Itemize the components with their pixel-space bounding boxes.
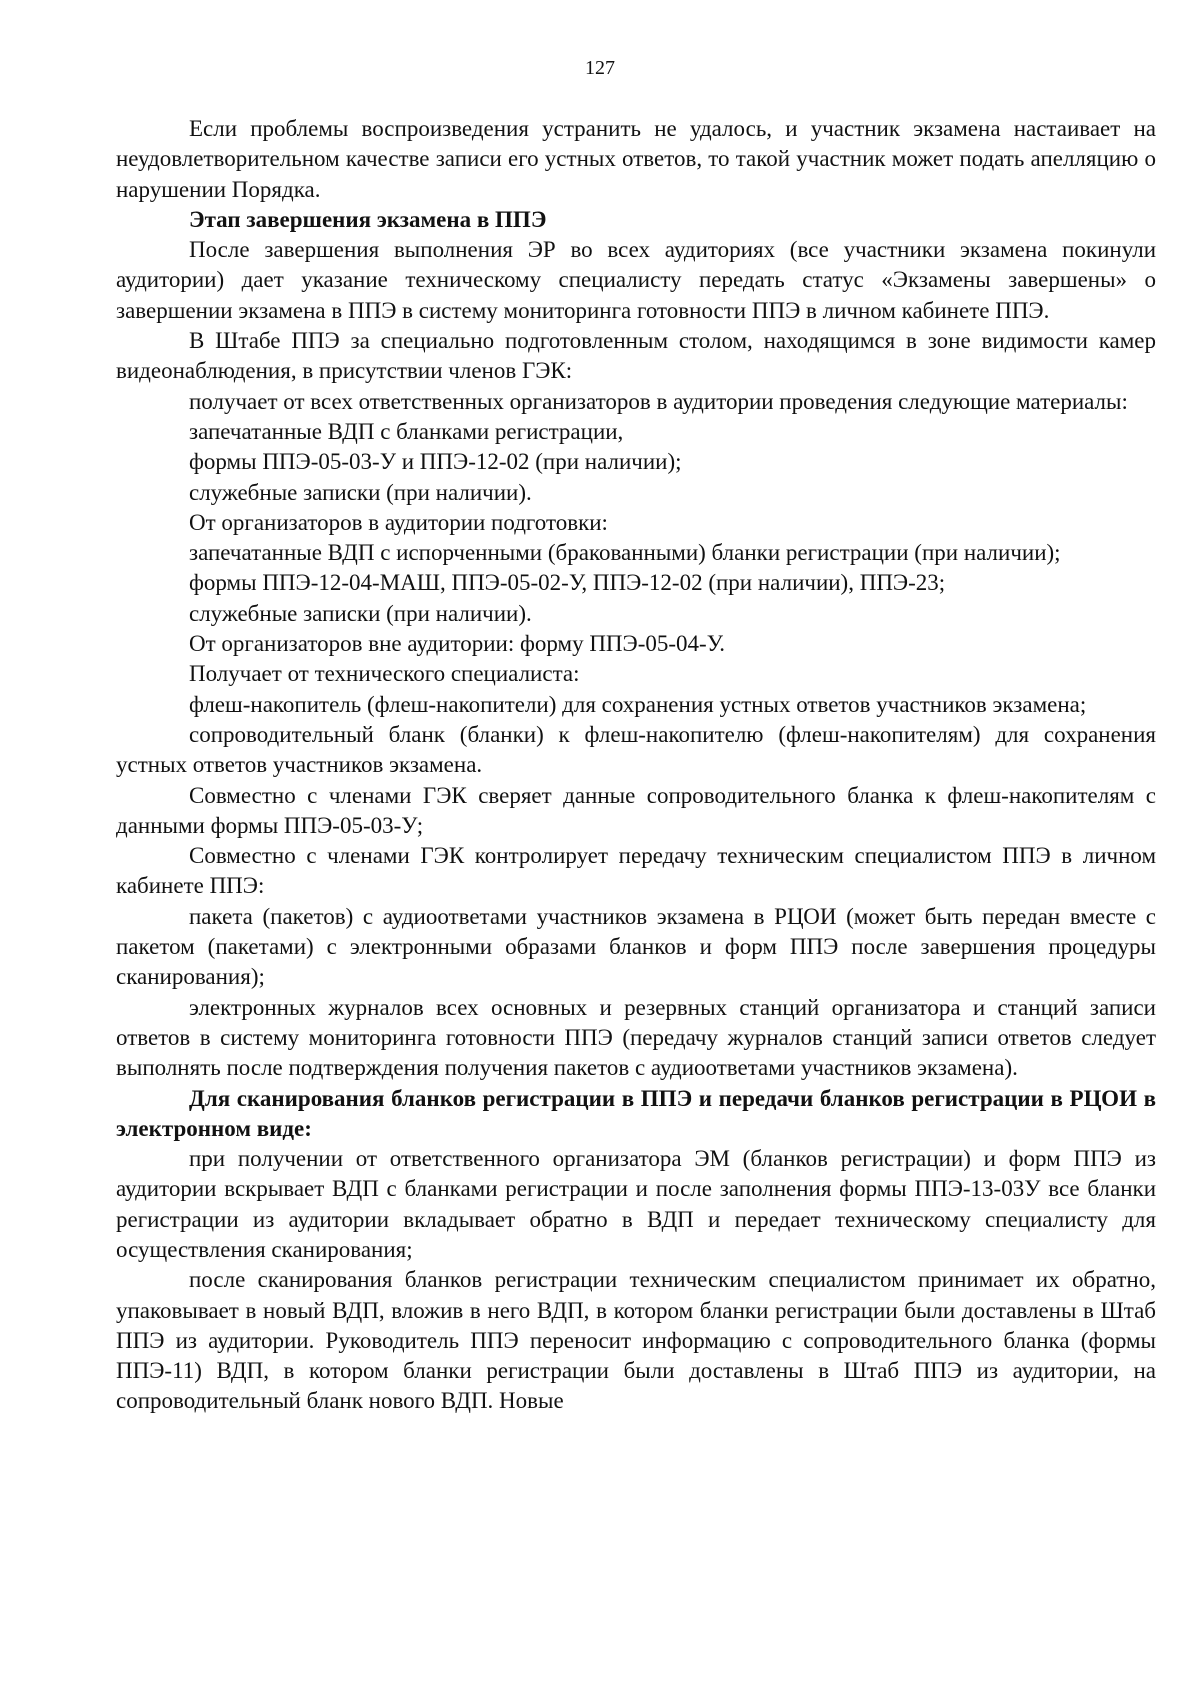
- paragraph: Если проблемы воспроизведения устранить не удалось, и участник экзамена настаивает на неудовлетворительном качестве записи его устных ответов, то такой участник может подать апелляцию о нарушении Порядка.: [116, 116, 1156, 202]
- paragraph: после сканирования бланков регистрации техническим специалистом принимает их обратно, упаковывает в новый ВДП, вложив в него ВДП, в котором бланки регистрации были доставлены в Штаб ППЭ из аудитории. Руководитель ППЭ переносит информацию с сопроводительного бланка (формы ППЭ-11) ВДП, в котором бланки регистрации были доставлены в Штаб ППЭ из аудитории, на сопроводительный бланк нового ВДП. Новые: [116, 1267, 1156, 1414]
- section-heading: Для сканирования бланков регистрации в ППЭ и передачи бланков регистрации в РЦОИ в электронном виде:: [116, 1085, 1156, 1141]
- paragraph: запечатанные ВДП с бланками регистрации,: [189, 418, 624, 444]
- paragraph: Совместно с членами ГЭК сверяет данные сопроводительного бланка к флеш-накопителям с данными формы ППЭ-05-03-У;: [116, 782, 1156, 838]
- document-body: [116, 114, 1156, 1417]
- paragraph: формы ППЭ-05-03-У и ППЭ-12-02 (при наличии);: [189, 449, 682, 475]
- paragraph: при получении от ответственного организатора ЭМ (бланков регистрации) и форм ППЭ из аудитории вскрывает ВДП с бланками регистрации и после заполнения формы ППЭ-13-03У все бланки регистрации из аудитории вкладывает обратно в ВДП и передает техническому специалисту для осуществления сканирования;: [116, 1146, 1156, 1262]
- paragraph: пакета (пакетов) с аудиоответами участников экзамена в РЦОИ (может быть передан вместе с пакетом (пакетами) с электронными образами бланков и форм ППЭ после завершения процедуры сканирования);: [116, 903, 1156, 990]
- paragraph: Совместно с членами ГЭК контролирует передачу техническим специалистом ППЭ в личном кабинете ППЭ:: [116, 843, 1156, 899]
- paragraph: От организаторов вне аудитории: форму ППЭ-05-04-У.: [189, 631, 725, 657]
- paragraph: служебные записки (при наличии).: [189, 479, 532, 505]
- paragraph: В Штабе ППЭ за специально подготовленным столом, находящимся в зоне видимости камер видеонаблюдения, в присутствии членов ГЭК:: [116, 328, 1156, 384]
- paragraph: От организаторов в аудитории подготовки:: [189, 509, 608, 535]
- paragraph: флеш-накопитель (флеш-накопители) для сохранения устных ответов участников экзамена;: [189, 691, 1087, 717]
- paragraph: формы ППЭ-12-04-МАШ, ППЭ-05-02-У, ППЭ-12-02 (при наличии), ППЭ-23;: [189, 570, 946, 596]
- paragraph: Получает от технического специалиста:: [189, 661, 580, 687]
- page-number: 127: [585, 57, 615, 79]
- paragraph: служебные записки (при наличии).: [189, 600, 532, 626]
- paragraph: электронных журналов всех основных и резервных станций организатора и станций записи ответов в систему мониторинга готовности ППЭ (передачу журналов станций записи ответов следует выполнять после подтверждения получения пакетов с аудиоответами участников экзамена).: [116, 994, 1156, 1081]
- paragraph: сопроводительный бланк (бланки) к флеш-накопителю (флеш-накопителям) для сохранения устных ответов участников экзамена.: [116, 721, 1156, 778]
- paragraph: запечатанные ВДП с испорченными (бракованными) бланки регистрации (при наличии);: [189, 540, 1061, 566]
- paragraph: После завершения выполнения ЭР во всех аудиториях (все участники экзамена покинули аудитории) дает указание техническому специалисту передать статус «Экзамены завершены» о завершении экзамена в ППЭ в систему мониторинга готовности ППЭ в личном кабинете ППЭ.: [116, 237, 1156, 323]
- paragraph: получает от всех ответственных организаторов в аудитории проведения следующие материалы:: [189, 388, 1128, 414]
- section-heading: Этап завершения экзамена в ППЭ: [189, 206, 547, 232]
